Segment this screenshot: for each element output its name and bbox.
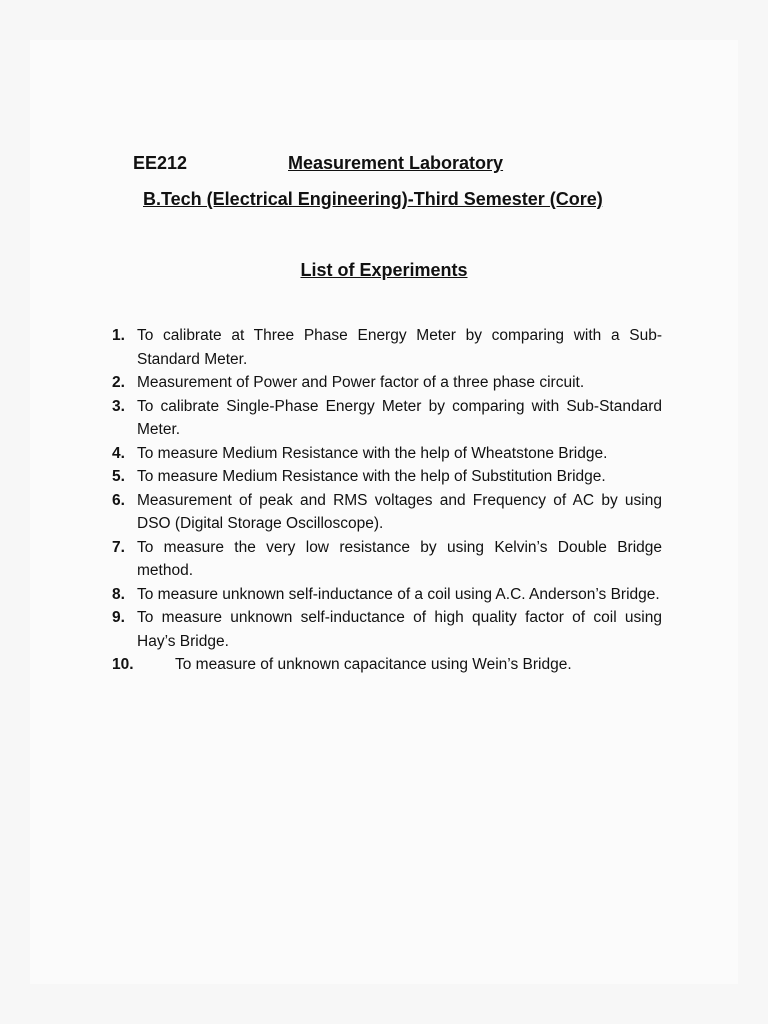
experiment-item bbox=[112, 324, 662, 371]
experiment-item bbox=[112, 653, 662, 677]
experiment-item bbox=[112, 606, 662, 653]
experiment-number: 3. bbox=[112, 397, 125, 415]
experiment-text: Measurement of Power and Power factor of a three phase circuit. bbox=[137, 374, 585, 391]
program-line: B.Tech (Electrical Engineering)-Third Semester (Core) bbox=[143, 189, 603, 209]
experiment-number: 9. bbox=[112, 609, 125, 626]
experiment-number: 2. bbox=[112, 374, 125, 391]
experiment-text: To calibrate at Three Phase Energy Meter by comparing with a Sub-Standard Meter. bbox=[137, 327, 662, 368]
experiment-item bbox=[112, 465, 662, 489]
experiment-text: To measure of unknown capacitance using Wein’s Bridge. bbox=[175, 656, 572, 673]
experiment-item bbox=[112, 371, 662, 395]
header-row bbox=[133, 153, 693, 179]
experiment-text: Measurement of peak and RMS voltages and Frequency of AC by using DSO (Digital Storage Oscilloscope). bbox=[137, 491, 662, 532]
experiment-item bbox=[112, 583, 662, 607]
experiment-number: 6. bbox=[112, 491, 125, 509]
experiment-item bbox=[112, 395, 662, 442]
course-code: EE212 bbox=[133, 153, 188, 173]
experiment-number: 8. bbox=[112, 585, 125, 603]
experiment-text: To calibrate Single-Phase Energy Meter by comparing with Sub-Standard Meter. bbox=[137, 397, 662, 438]
experiment-text: To measure Medium Resistance with the help of Wheatstone Bridge. bbox=[137, 444, 608, 462]
experiment-item bbox=[112, 536, 662, 583]
experiment-number: 7. bbox=[112, 538, 125, 556]
experiment-text: To measure Medium Resistance with the help of Substitution Bridge. bbox=[137, 468, 606, 485]
experiment-item bbox=[112, 442, 662, 466]
experiment-text: To measure unknown self-inductance of a coil using A.C. Anderson’s Bridge. bbox=[137, 585, 660, 603]
experiment-number: 5. bbox=[112, 468, 125, 485]
experiment-list bbox=[112, 324, 662, 677]
experiment-number: 10. bbox=[112, 656, 134, 673]
experiment-text: To measure unknown self-inductance of high quality factor of coil using Hay’s Bridge. bbox=[137, 609, 662, 650]
list-heading: List of Experiments bbox=[300, 260, 468, 280]
experiment-number: 1. bbox=[112, 327, 125, 344]
experiment-text: To measure the very low resistance by using Kelvin’s Double Bridge method. bbox=[137, 538, 662, 579]
experiment-number: 4. bbox=[112, 444, 125, 462]
experiment-item bbox=[112, 489, 662, 536]
course-title: Measurement Laboratory bbox=[288, 153, 504, 173]
